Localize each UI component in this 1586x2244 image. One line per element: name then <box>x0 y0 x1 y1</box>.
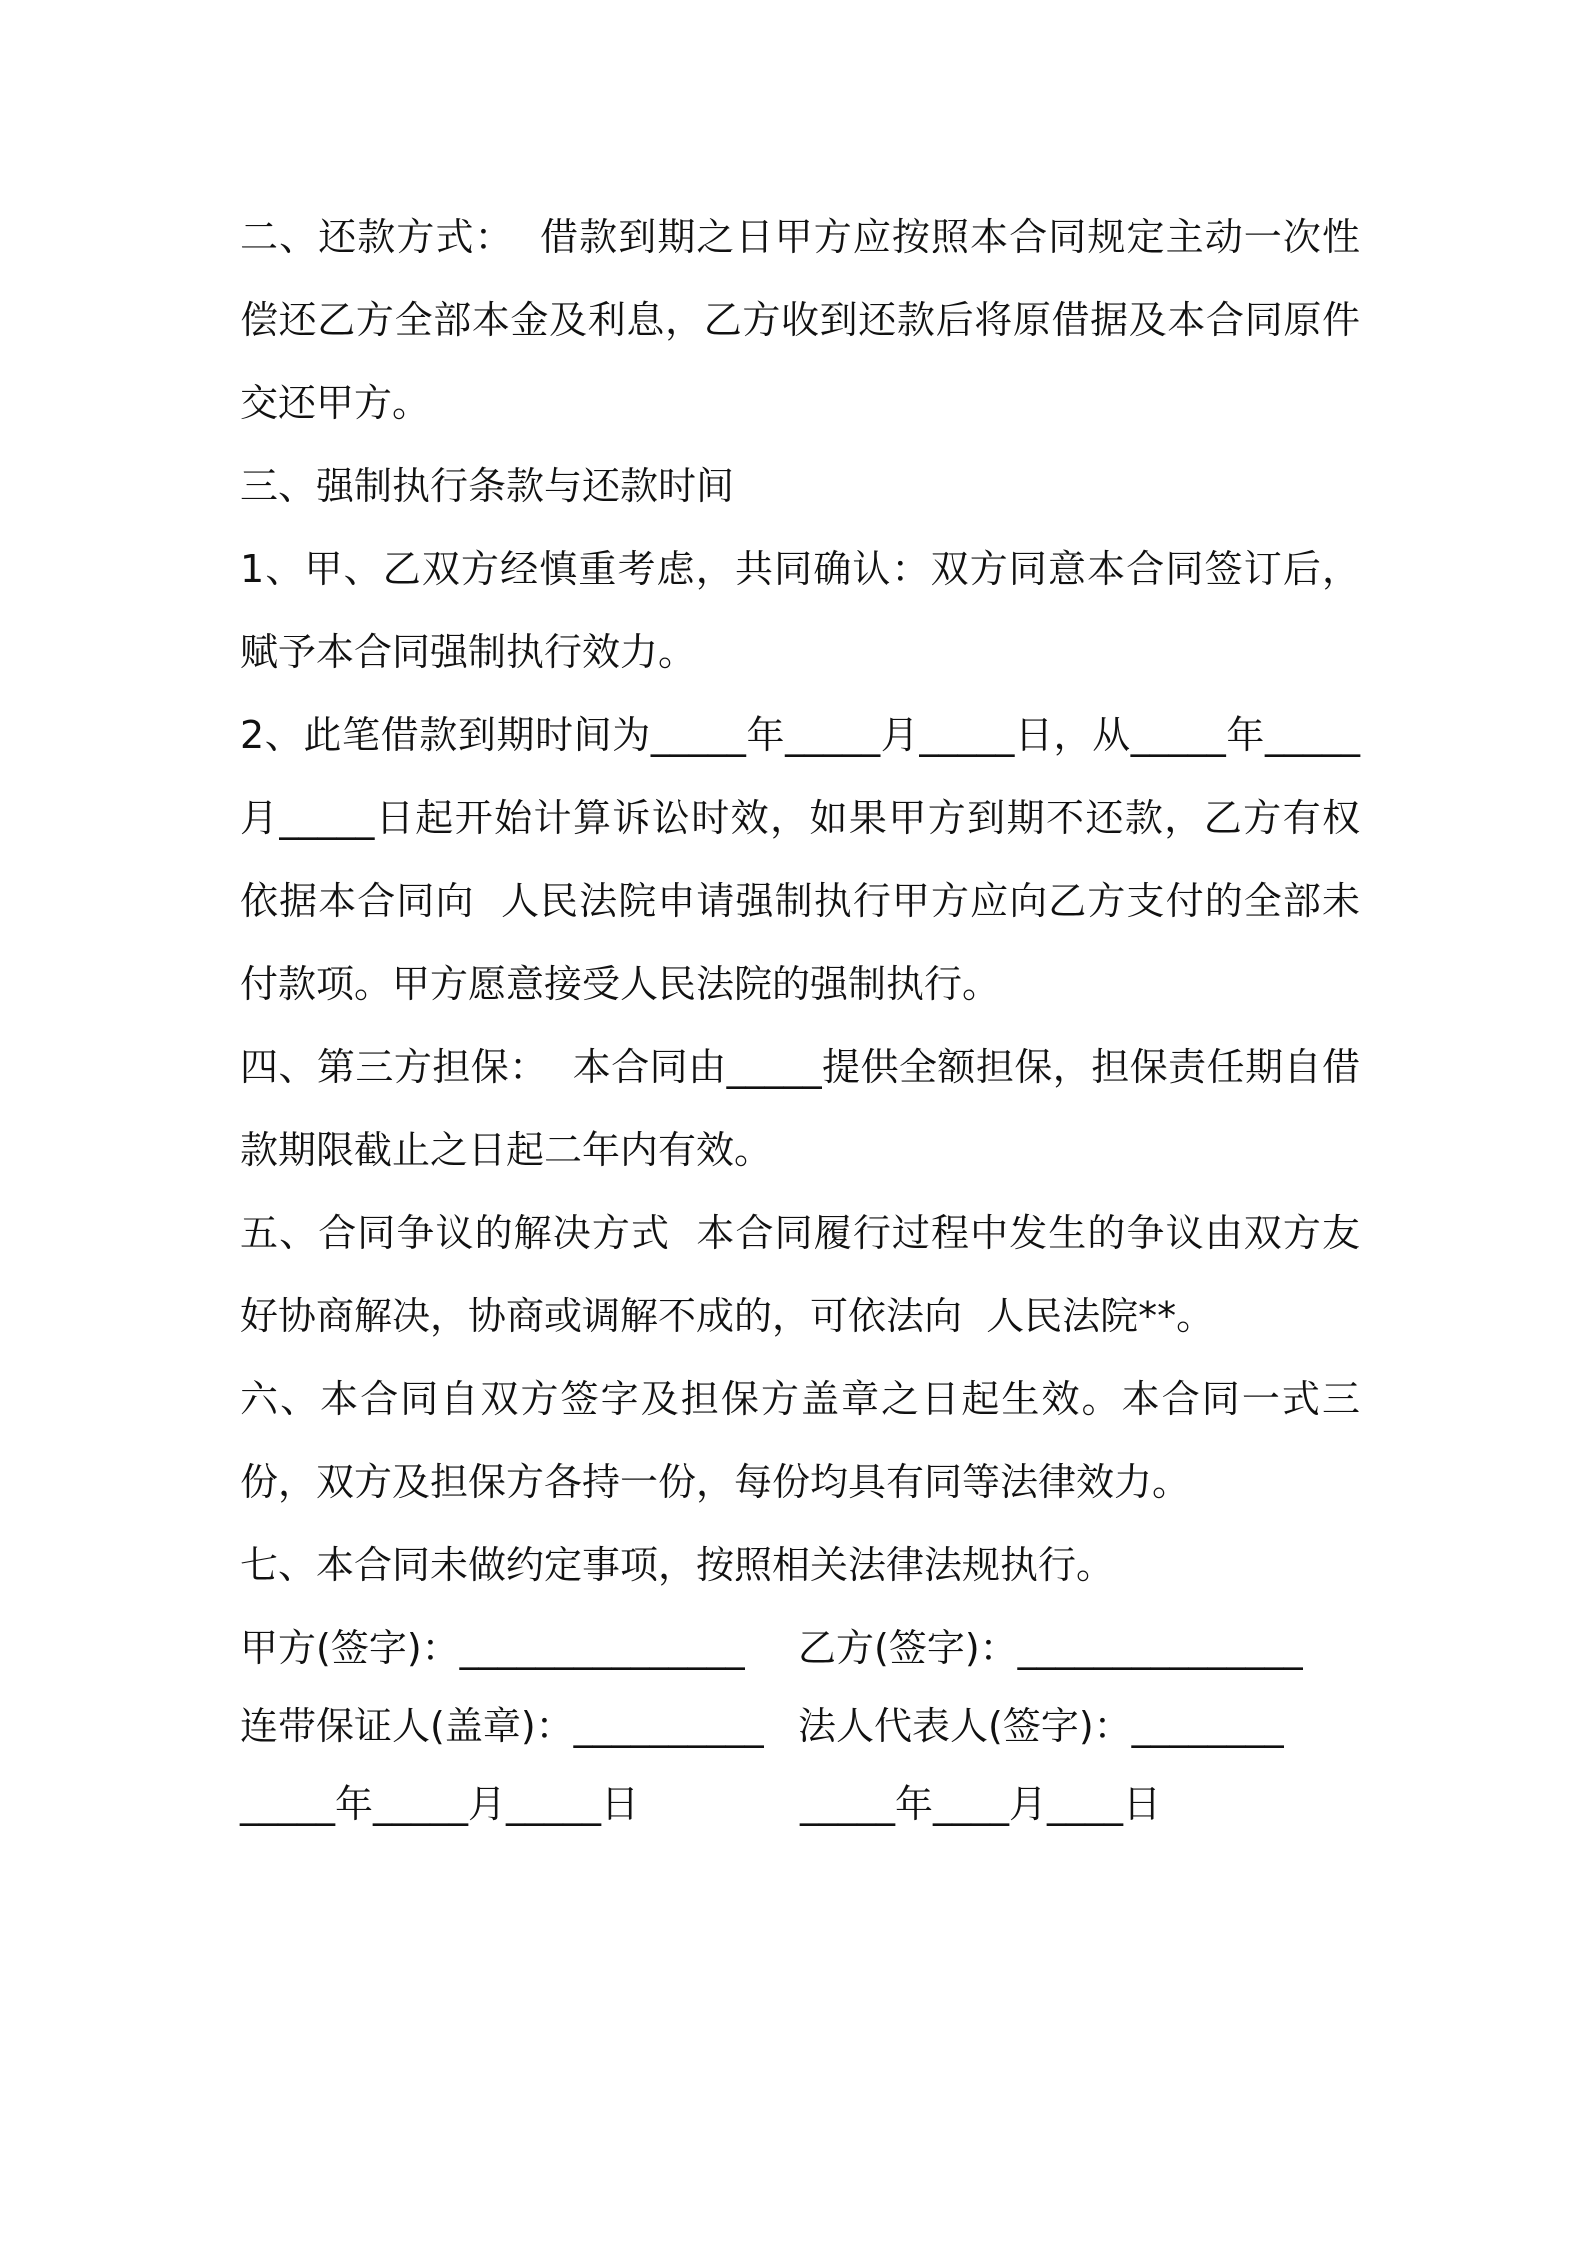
party-b-signature: 乙方(签字)：_______________ <box>798 1626 1303 1670</box>
legal-representative-signature: 法人代表人(签字)：________ <box>798 1704 1284 1748</box>
clause-unspecified-matters: 七、本合同未做约定事项，按照相关法律法规执行。 <box>240 1543 1115 1587</box>
clause-effectiveness: 六、本合同自双方签字及担保方盖章之日起生效。本合同一式三份，双方及担保方各持一份，每份均具有同等法律效力。 <box>240 1377 1360 1504</box>
date-right: _____年____月____日 <box>800 1782 1162 1826</box>
clause-dispute-resolution: 五、合同争议的解决方式 本合同履行过程中发生的争议由双方友好协商解决，协商或调解不成的，可依法向 人民法院**。 <box>240 1211 1360 1338</box>
clause-enforcement-heading: 三、强制执行条款与还款时间 <box>240 464 735 508</box>
contract-page <box>240 196 1360 1843</box>
clause-third-party-guarantee: 四、第三方担保： 本合同由_____提供全额担保，担保责任期自借款期限截止之日起二年内有效。 <box>240 1045 1360 1172</box>
guarantor-seal: 连带保证人(盖章)：__________ <box>240 1704 764 1748</box>
clause-enforcement-item-2: 2、此笔借款到期时间为_____年_____月_____日，从_____年_____月_____日起开始计算诉讼时效，如果甲方到期不还款，乙方有权依据本合同向 人民法院申请强制执行甲方应向乙方支付的全部未付款项。甲方愿意接受人民法院的强制执行。 <box>240 713 1360 1006</box>
party-a-signature: 甲方(签字)：_______________ <box>240 1626 745 1670</box>
clause-repayment-method: 二、还款方式： 借款到期之日甲方应按照本合同规定主动一次性偿还乙方全部本金及利息，乙方收到还款后将原借据及本合同原件交还甲方。 <box>240 215 1360 425</box>
date-left: _____年_____月_____日 <box>240 1782 640 1826</box>
signature-row-parties <box>240 1609 1360 1687</box>
signature-row-guarantor <box>240 1687 1360 1765</box>
clause-enforcement-item-1: 1、甲、乙双方经慎重考虑，共同确认：双方同意本合同签订后，赋予本合同强制执行效力。 <box>240 547 1360 674</box>
signature-row-dates <box>240 1765 1360 1843</box>
